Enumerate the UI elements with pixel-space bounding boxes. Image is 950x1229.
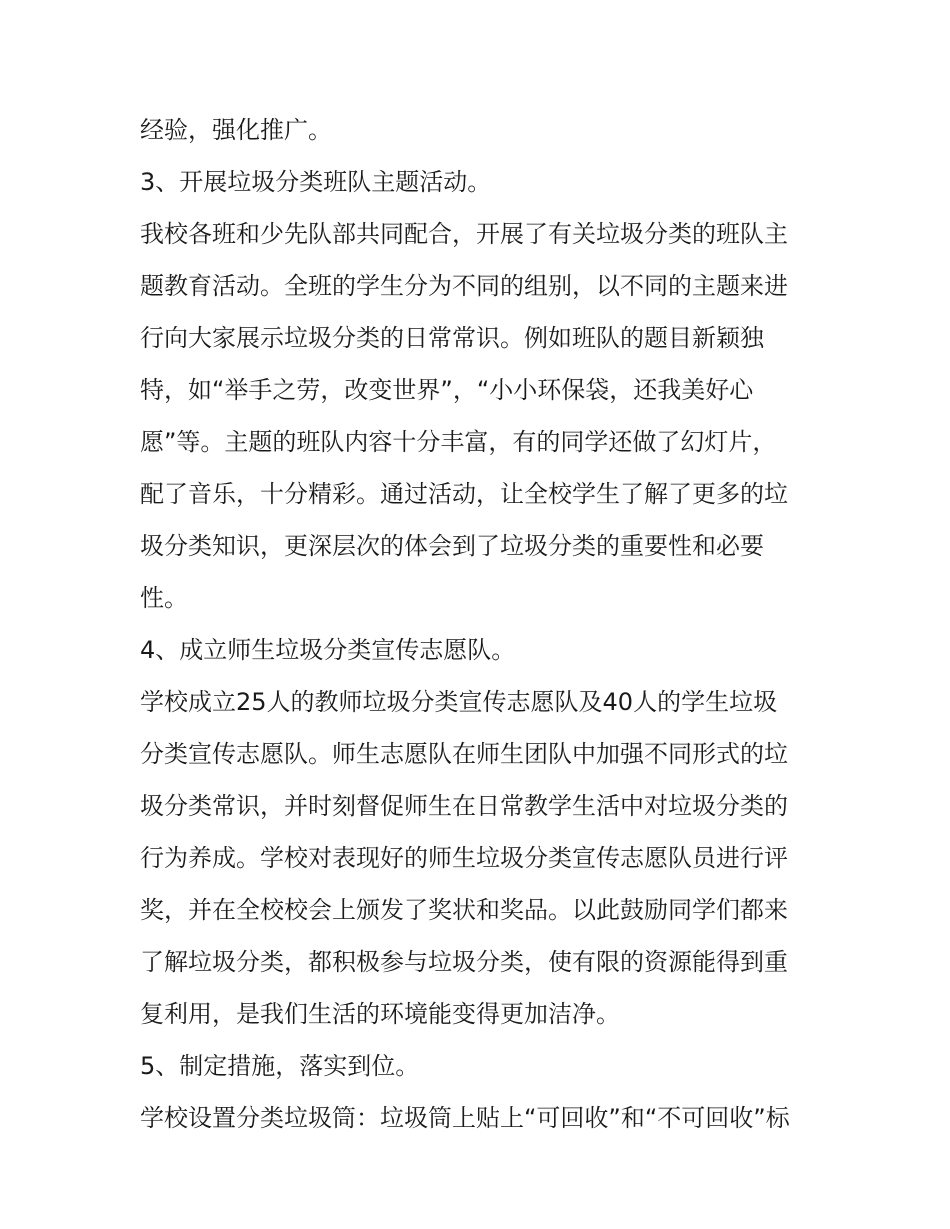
section-heading-5: 5、制定措施，落实到位。 [140, 1052, 420, 1080]
section-heading-4: 4、成立师生垃圾分类宣传志愿队。 [140, 636, 516, 664]
text-line: 配了音乐，十分精彩。通过活动，让全校学生了解了更多的垃 [140, 480, 788, 508]
text-line: 经验，强化推广。 [140, 116, 332, 144]
text-line: 学校成立25人的教师垃圾分类宣传志愿队及40人的学生垃圾 [140, 688, 778, 716]
text-line: 奖，并在全校校会上颁发了奖状和奖品。以此鼓励同学们都来 [140, 896, 788, 924]
text-line: 特，如“举手之劳，改变世界”，“小小环保袋，还我美好心 [140, 376, 754, 404]
text-line: 分类宣传志愿队。师生志愿队在师生团队中加强不同形式的垃 [140, 740, 788, 768]
text-line: 性。 [140, 584, 188, 612]
text-line: 题教育活动。全班的学生分为不同的组别，以不同的主题来进 [140, 272, 788, 300]
text-line: 愿”等。主题的班队内容十分丰富，有的同学还做了幻灯片， [140, 428, 777, 456]
text-line: 行向大家展示垃圾分类的日常常识。例如班队的题目新颖独 [140, 324, 764, 352]
text-line: 我校各班和少先队部共同配合，开展了有关垃圾分类的班队主 [140, 220, 788, 248]
section-heading-3: 3、开展垃圾分类班队主题活动。 [140, 168, 492, 196]
text-line: 圾分类知识，更深层次的体会到了垃圾分类的重要性和必要 [140, 532, 764, 560]
text-line: 了解垃圾分类，都积极参与垃圾分类，使有限的资源能得到重 [140, 948, 788, 976]
text-line: 圾分类常识，并时刻督促师生在日常教学生活中对垃圾分类的 [140, 792, 788, 820]
text-line: 学校设置分类垃圾筒：垃圾筒上贴上“可回收”和“不可回收”标 [140, 1104, 790, 1132]
text-line: 行为养成。学校对表现好的师生垃圾分类宣传志愿队员进行评 [140, 844, 788, 872]
text-line: 复利用，是我们生活的环境能变得更加洁净。 [140, 1000, 620, 1028]
